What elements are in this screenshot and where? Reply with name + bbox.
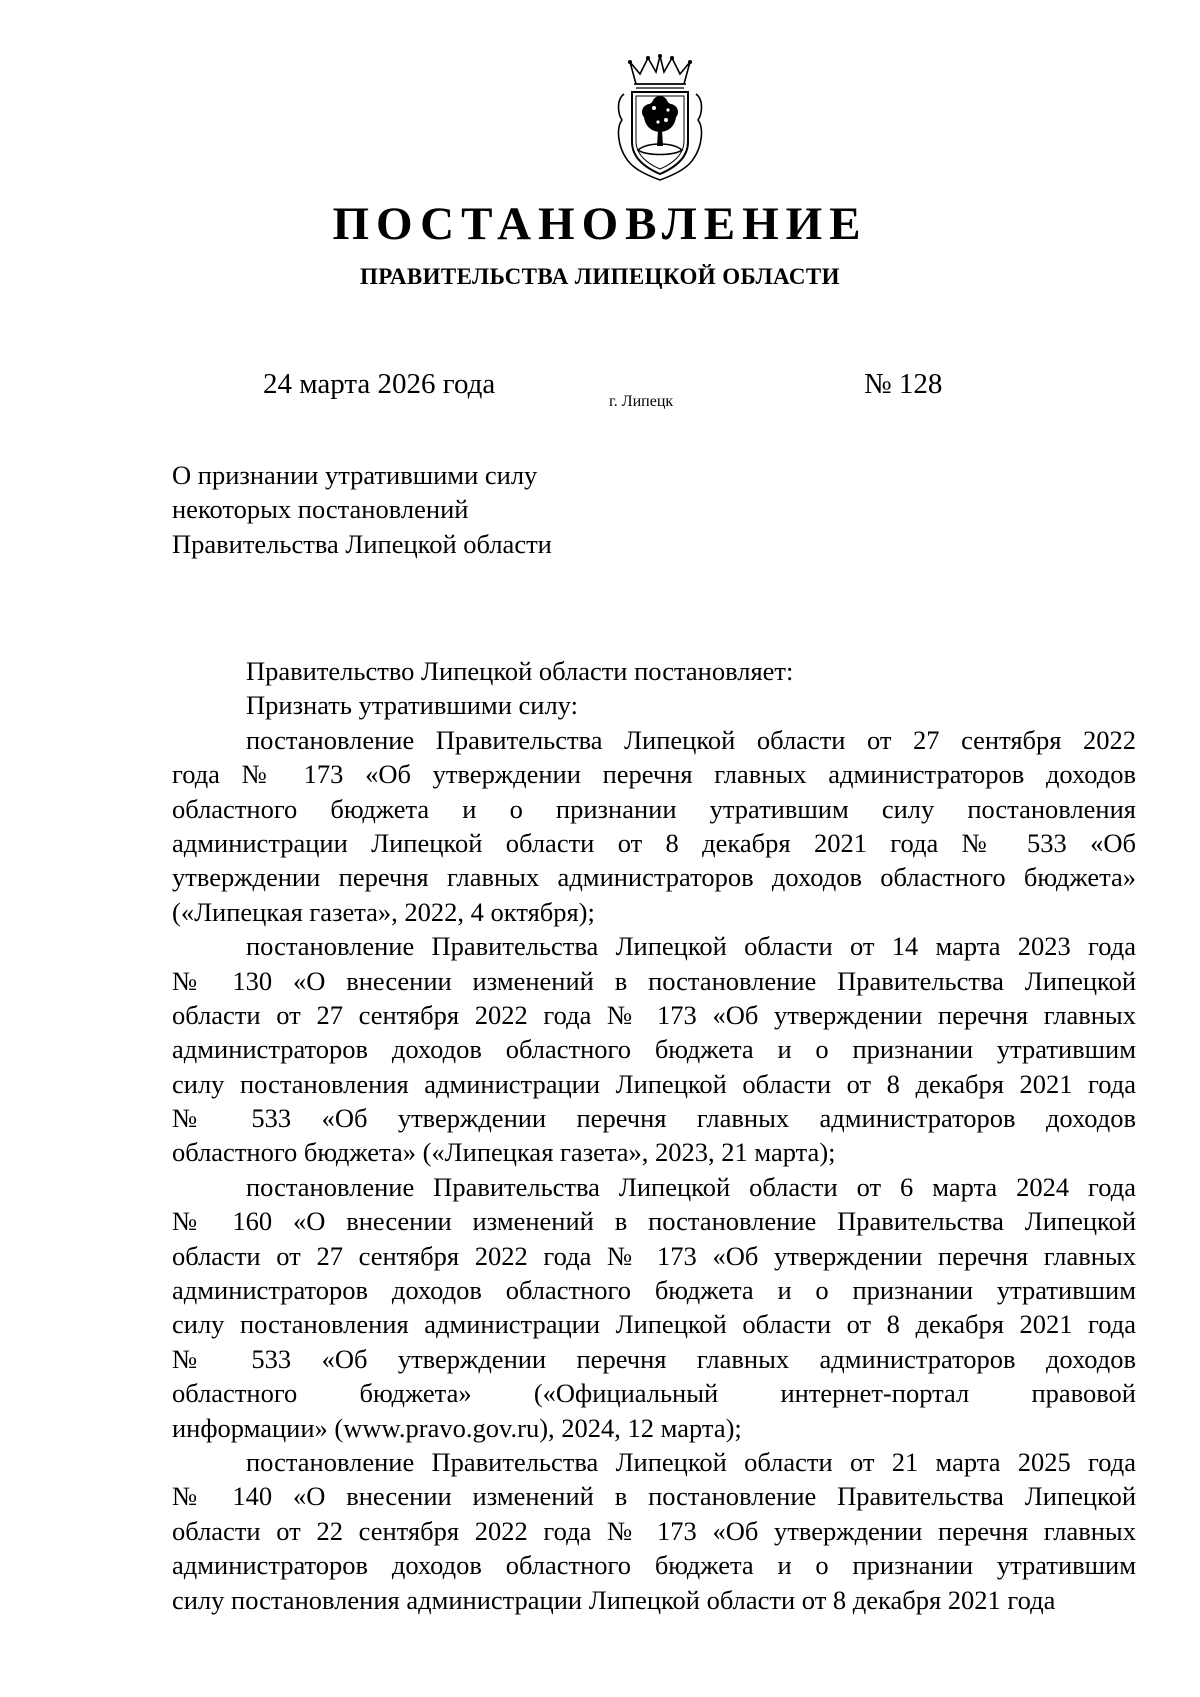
body-line: постановление Правительства Липецкой области от 21 марта 2025 года bbox=[246, 1446, 1136, 1477]
body-line: области от 27 сентября 2022 года № 173 «Об утверждении перечня главных bbox=[172, 1240, 1136, 1271]
document-subject bbox=[172, 458, 692, 561]
document-date: 24 марта 2026 года bbox=[263, 368, 496, 400]
body-line: информации» (www.pravo.gov.ru), 2024, 12 марта); bbox=[172, 1412, 742, 1443]
body-line: администраторов доходов областного бюджета и о признании утратившим bbox=[172, 1275, 1136, 1306]
document-city: г. Липецк bbox=[609, 393, 674, 410]
body-line: утверждении перечня главных администраторов доходов областного бюджета» bbox=[172, 862, 1136, 893]
body-line: областного бюджета» («Официальный интернет-портал правовой bbox=[172, 1378, 1136, 1409]
body-line: № 130 «О внесении изменений в постановление Правительства Липецкой bbox=[172, 965, 1136, 996]
body-line: силу постановления администрации Липецкой области от 8 декабря 2021 года bbox=[172, 1309, 1136, 1340]
body-line: № 533 «Об утверждении перечня главных администраторов доходов bbox=[172, 1343, 1136, 1374]
body-line: областного бюджета» («Липецкая газета», 2023, 21 марта); bbox=[172, 1137, 836, 1168]
body-line: администраторов доходов областного бюджета и о признании утратившим bbox=[172, 1550, 1136, 1581]
body-line: № 533 «Об утверждении перечня главных администраторов доходов bbox=[172, 1103, 1136, 1134]
body-line: администраторов доходов областного бюджета и о признании утратившим bbox=[172, 1034, 1136, 1065]
body-line: Правительство Липецкой области постановляет: bbox=[246, 656, 794, 686]
body-line: области от 27 сентября 2022 года № 173 «Об утверждении перечня главных bbox=[172, 999, 1136, 1030]
body-line: силу постановления администрации Липецкой области от 8 декабря 2021 года bbox=[172, 1068, 1136, 1099]
subject-line: Правительства Липецкой области bbox=[172, 528, 552, 559]
document-body bbox=[172, 654, 1136, 1617]
coat-of-arms-emblem bbox=[614, 54, 706, 182]
body-line: («Липецкая газета», 2022, 4 октября); bbox=[172, 896, 595, 927]
body-line: № 160 «О внесении изменений в постановление Правительства Липецкой bbox=[172, 1206, 1136, 1237]
body-line: постановление Правительства Липецкой области от 14 марта 2023 года bbox=[246, 931, 1136, 962]
document-subtitle: ПРАВИТЕЛЬСТВА ЛИПЕЦКОЙ ОБЛАСТИ bbox=[360, 264, 840, 289]
document-title: ПОСТАНОВЛЕНИЕ bbox=[332, 198, 868, 250]
subject-line: О признании утратившими силу bbox=[172, 460, 538, 490]
body-line: Признать утратившими силу: bbox=[246, 690, 578, 721]
body-line: областного бюджета и о признании утратившим силу постановления bbox=[172, 793, 1136, 824]
body-line: № 140 «О внесении изменений в постановление Правительства Липецкой bbox=[172, 1481, 1136, 1512]
body-line: области от 22 сентября 2022 года № 173 «Об утверждении перечня главных bbox=[172, 1515, 1136, 1546]
body-line: постановление Правительства Липецкой области от 27 сентября 2022 bbox=[246, 724, 1136, 755]
body-line: постановление Правительства Липецкой области от 6 марта 2024 года bbox=[246, 1171, 1136, 1202]
body-line: года № 173 «Об утверждении перечня главных администраторов доходов bbox=[172, 759, 1136, 790]
document-number: № 128 bbox=[864, 368, 943, 400]
subject-line: некоторых постановлений bbox=[172, 494, 469, 525]
body-line: администрации Липецкой области от 8 декабря 2021 года № 533 «Об bbox=[172, 827, 1136, 858]
body-line: силу постановления администрации Липецкой области от 8 декабря 2021 года bbox=[172, 1584, 1056, 1615]
